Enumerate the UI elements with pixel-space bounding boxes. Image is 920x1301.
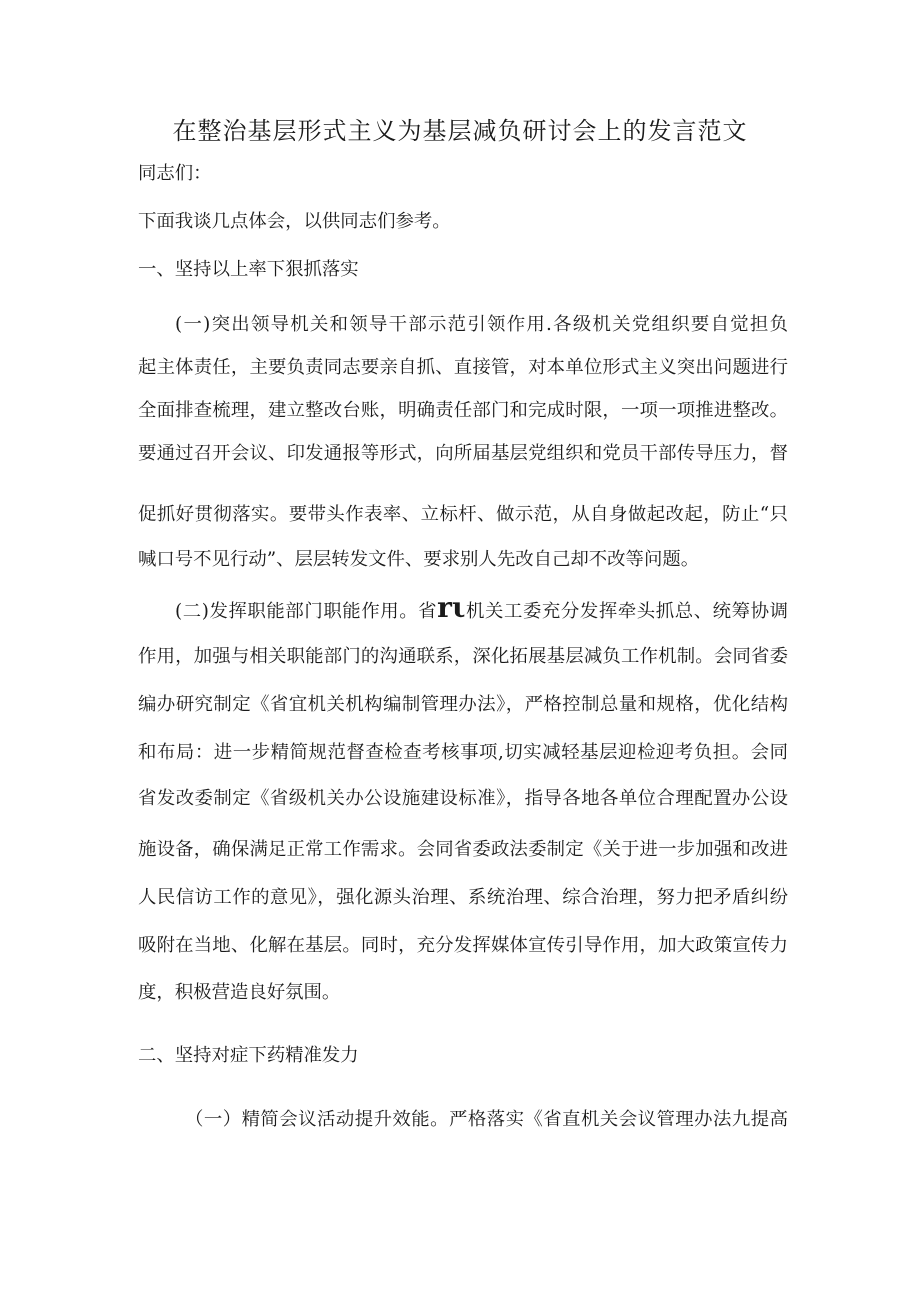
salutation: 同志们： xyxy=(138,163,212,184)
section-1-para-1-line: 要通过召开会议、印发通报等形式，向所届基层党组织和党员干部传导压力，督 xyxy=(138,443,788,464)
section-2-para-1-first-line: （一）精简会议活动提升效能。严格落实《省直机关会议管理办法九提高 xyxy=(185,1109,788,1130)
document-title: 在整治基层形式主义为基层减负研讨会上的发言范文 xyxy=(172,117,748,145)
section-1-para-2-line: 和布局：进一步精简规范督查检查考核事项,切实减轻基层迎检迎考负担。会同 xyxy=(138,742,788,763)
section-1-para-1-line: 起主体责任，主要负责同志要亲自抓、直接管，对本单位形式主义突出问题进行 xyxy=(138,357,788,378)
section-1-para-2-line: 作用，加强与相关职能部门的沟通联系，深化拓展基层减负工作机制。会同省委 xyxy=(138,646,788,667)
ocr-artifact-glyph: rι xyxy=(437,591,466,624)
section-1-para-2-line: 人民信访工作的意见》，强化源头治理、系统治理、综合治理，努力把矛盾纠纷 xyxy=(138,887,788,908)
section-1-para-1-line: 喊口号不见行动”、层层转发文件、要求别人先改自己却不改等问题。 xyxy=(138,549,700,570)
section-2-heading: 二、坚持对症下药精准发力 xyxy=(138,1045,359,1066)
para-2-text-start: (二)发挥职能部门职能作用。省 xyxy=(175,601,438,622)
section-1-para-2-line: 编办研究制定《省宜机关机构编制管理办法》，严格控制总量和规格，优化结构 xyxy=(138,694,788,715)
section-1-para-1-line: 促抓好贯彻落实。要带头作表率、立标杆、做示范，从自身做起改起，防止“只 xyxy=(138,504,788,525)
section-1-para-1-line: (一)突出领导机关和领导干部示范引领作用.各级机关党组织要自觉担负 xyxy=(175,314,788,335)
section-1-para-2-line: 施设备，确保满足正常工作需求。会同省委政法委制定《关于进一步加强和改进 xyxy=(138,839,788,860)
section-1-para-2-line: 度，积极营造良好氛围。 xyxy=(138,982,341,1003)
section-1-heading: 一、坚持以上率下狠抓落实 xyxy=(138,259,359,280)
section-1-para-1-line: 全面排查梳理，建立整改台账，明确责任部门和完成时限，一项一项推进整改。 xyxy=(138,400,788,421)
intro-paragraph: 下面我谈几点体会，以供同志们参考。 xyxy=(138,211,451,232)
para-2-text-end: 机关工委充分发挥牵头抓总、统筹协调 xyxy=(465,601,788,622)
section-1-para-2-line: 吸附在当地、化解在基层。同时，充分发挥媒体宣传引导作用，加大政策宣传力 xyxy=(138,935,788,956)
section-1-para-2-first-line xyxy=(175,591,788,626)
section-1-para-2-line: 省发改委制定《省级机关办公设施建设标准》，指导各地各单位合理配置办公设 xyxy=(138,788,788,809)
